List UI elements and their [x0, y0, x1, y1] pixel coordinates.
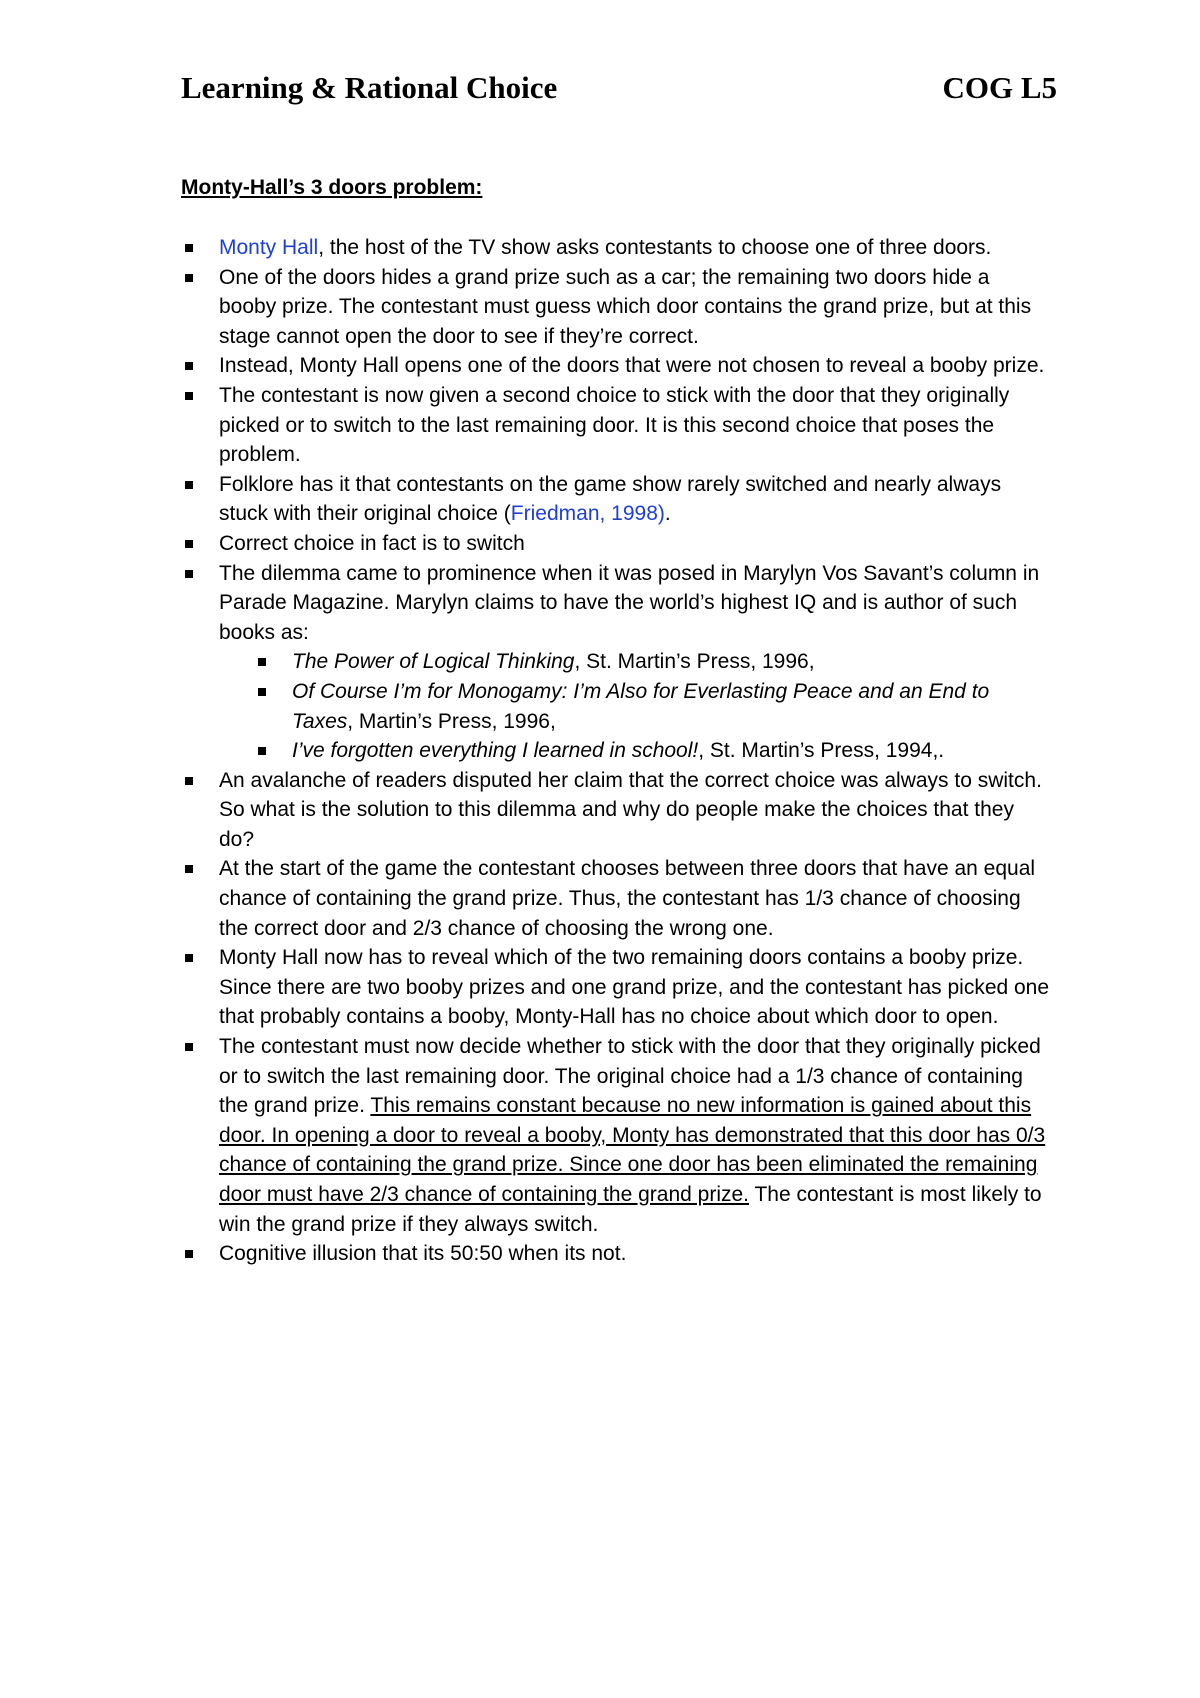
list-item-text: , the host of the TV show asks contestants to choose one of three doors.: [318, 236, 992, 259]
list-item-text: Folklore has it that contestants on the game show rarely switched and nearly always stuck with their original choice (: [219, 472, 1002, 526]
list-item-text: Cognitive illusion that its 50:50 when its not.: [219, 1242, 627, 1266]
book-publisher: , St. Martin’s Press, 1994,.: [698, 739, 945, 763]
book-list: [219, 647, 1051, 765]
bullet-square-icon: [185, 954, 193, 962]
book-title: The Power of Logical Thinking: [292, 650, 575, 674]
document-title: Learning & Rational Choice: [181, 70, 558, 105]
bullet-square-icon: [185, 865, 193, 873]
book-item: [219, 647, 1051, 677]
list-item: [181, 559, 1051, 766]
list-item: [181, 529, 1051, 559]
list-item-text: At the start of the game the contestant chooses between three doors that have an equal chance of containing the grand prize. Thus, the contestant has 1/3 chance of choosing the correct door and 2/3 chance of choosing the wrong one.: [219, 857, 1036, 940]
bullet-list: [181, 233, 1051, 1269]
bullet-square-icon: [185, 540, 193, 548]
bullet-square-icon: [185, 274, 193, 282]
list-item: [181, 351, 1051, 381]
book-title: Of Course I’m for Monogamy: I’m Also for Everlasting Peace and an End to Taxes: [292, 679, 990, 733]
book-item: [219, 736, 1051, 766]
list-item: [181, 263, 1051, 352]
list-item: [181, 1032, 1051, 1239]
book-publisher: , St. Martin’s Press, 1996,: [574, 650, 815, 674]
book-item: [219, 677, 1051, 736]
book-publisher: , Martin’s Press, 1996,: [347, 709, 556, 733]
list-item-text: An avalanche of readers disputed her claim that the correct choice was always to switch. So what is the solution to this dilemma and why do people make the choices that they do?: [219, 768, 1042, 851]
bullet-square-icon: [185, 777, 193, 785]
list-item-text-end: .: [664, 502, 671, 526]
list-item-text: Correct choice in fact is to switch: [219, 531, 525, 555]
course-code: COG L5: [942, 70, 1057, 105]
list-item: [181, 233, 1051, 263]
section-title: Monty-Hall’s 3 doors problem:: [181, 176, 483, 199]
book-title: I’ve forgotten everything I learned in school!: [292, 739, 699, 763]
bullet-square-icon: [185, 362, 193, 370]
document-header: [181, 70, 1057, 106]
friedman-citation-link[interactable]: Friedman, 1998): [510, 502, 665, 526]
list-item-text: The dilemma came to prominence when it was posed in Marylyn Vos Savant’s column in Parade Magazine. Marylyn claims to have the world’s highest IQ and is author of such books as:: [219, 561, 1040, 644]
list-item-text: One of the doors hides a grand prize such as a car; the remaining two doors hide a booby prize. The contestant must guess which door contains the grand prize, but at this stage cannot open the door to see if they’re correct.: [219, 265, 1032, 348]
bullet-square-icon: [185, 392, 193, 400]
list-item: [181, 766, 1051, 855]
list-item-text: Instead, Monty Hall opens one of the doors that were not chosen to reveal a booby prize.: [219, 354, 1045, 378]
monty-hall-link[interactable]: Monty Hall: [219, 236, 319, 259]
list-item-text: The contestant is now given a second choice to stick with the door that they originally picked or to switch to the last remaining door. It is this second choice that poses the problem.: [219, 383, 1010, 467]
bullet-square-icon: [185, 244, 193, 252]
bullet-square-icon: [185, 1043, 193, 1051]
list-item-text-end: The contestant is most likely to win the grand prize if they always switch.: [219, 1183, 1042, 1236]
bullet-square-icon: [185, 570, 193, 578]
list-item-text: The contestant must now decide whether to stick with the door that they originally picked or to switch the last remaining door. The original choice had a 1/3 chance of containing the grand prize.: [219, 1035, 1041, 1118]
list-item: [181, 470, 1051, 529]
bullet-square-icon: [185, 1250, 193, 1258]
list-item: [181, 854, 1051, 943]
bullet-square-icon: [185, 481, 193, 489]
underlined-explanation: This remains constant because no new information is gained about this door. In opening a door to reveal a booby, Monty has demonstrated that this door has 0/3 chance of containing the grand prize. Since one door has been eliminated the remaining door must have 2/3 chance of containing the grand prize.: [219, 1094, 1046, 1206]
list-item-text: Monty Hall now has to reveal which of the two remaining doors contains a booby prize. Since there are two booby prizes and one grand prize, and the contestant has picked one that probably contains a booby, Monty-Hall has no choice about which door to open.: [219, 946, 1050, 1029]
bullet-square-icon: [258, 747, 266, 755]
list-item: [181, 1239, 1051, 1269]
list-item: [181, 943, 1051, 1032]
list-item: [181, 381, 1051, 470]
bullet-square-icon: [258, 688, 266, 696]
bullet-square-icon: [258, 658, 266, 666]
